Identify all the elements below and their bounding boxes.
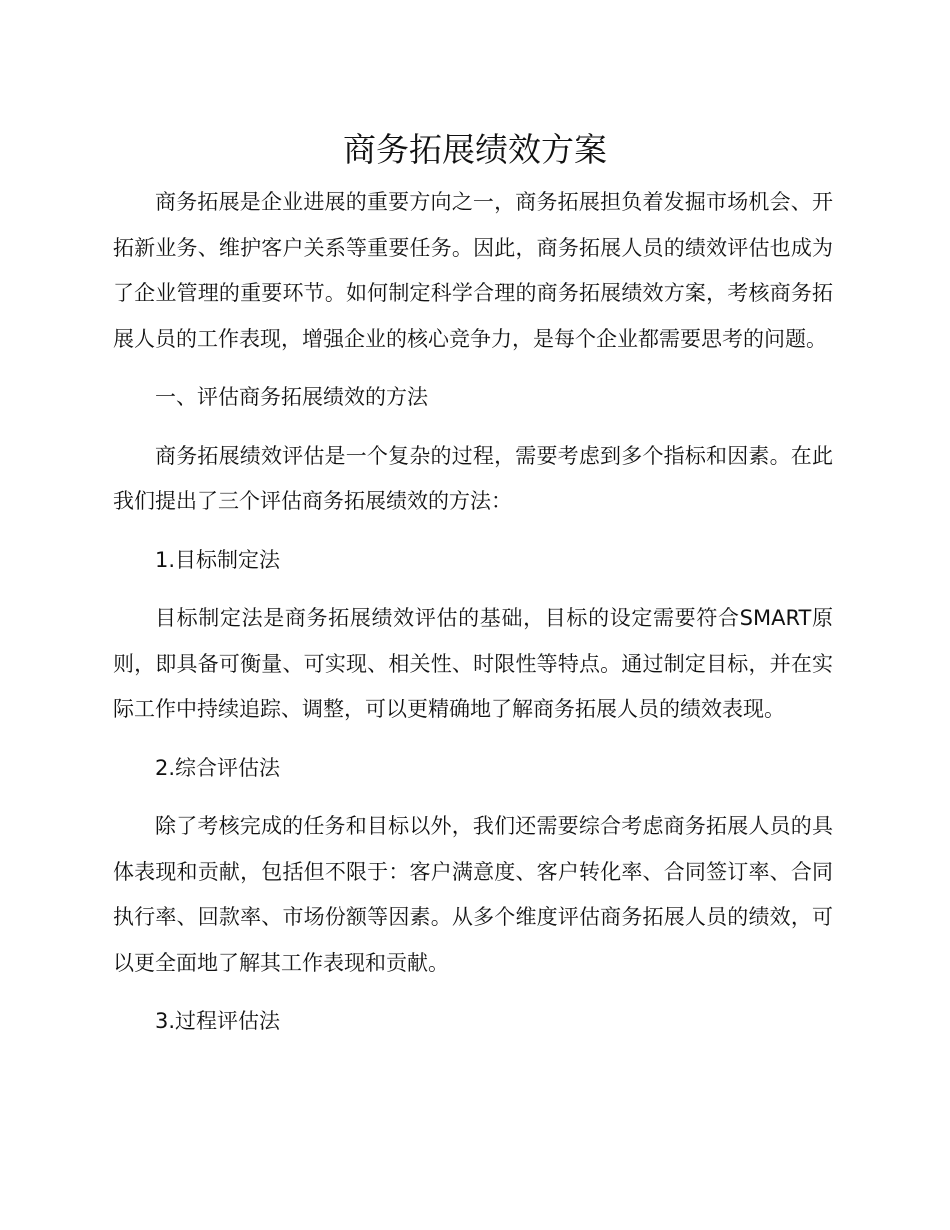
subheading-process: 3.过程评估法: [155, 1009, 281, 1033]
subheading-goal-setting: 1.目标制定法: [155, 547, 281, 572]
paragraph-methods-intro: 商务拓展绩效评估是一个复杂的过程，需要考虑到多个指标和因素。在此我们提出了三个评估商务拓展绩效的方法：: [113, 443, 833, 513]
paragraph-intro: 商务拓展是企业进展的重要方向之一，商务拓展担负着发掘市场机会、开拓新业务、维护客户关系等重要任务。因此，商务拓展人员的绩效评估也成为了企业管理的重要环节。如何制定科学合理的商务拓展绩效方案，考核商务拓展人员的工作表现，增强企业的核心竞争力，是每个企业都需要思考的问题。: [113, 190, 833, 351]
document-body: [113, 180, 833, 1045]
document-title: 商务拓展绩效方案: [343, 130, 607, 169]
paragraph-goal-setting: 目标制定法是商务拓展绩效评估的基础，目标的设定需要符合SMART原则，即具备可衡量、可实现、相关性、时限性等特点。通过制定目标，并在实际工作中持续追踪、调整，可以更精确地了解商务拓展人员的绩效表现。: [113, 606, 833, 721]
section-heading-methods: 一、评估商务拓展绩效的方法: [155, 385, 428, 409]
subheading-comprehensive: 2.综合评估法: [155, 755, 281, 780]
paragraph-comprehensive: 除了考核完成的任务和目标以外，我们还需要综合考虑商务拓展人员的具体表现和贡献，包括但不限于：客户满意度、客户转化率、合同签订率、合同执行率、回款率、市场份额等因素。从多个维度评估商务拓展人员的绩效，可以更全面地了解其工作表现和贡献。: [113, 814, 833, 975]
